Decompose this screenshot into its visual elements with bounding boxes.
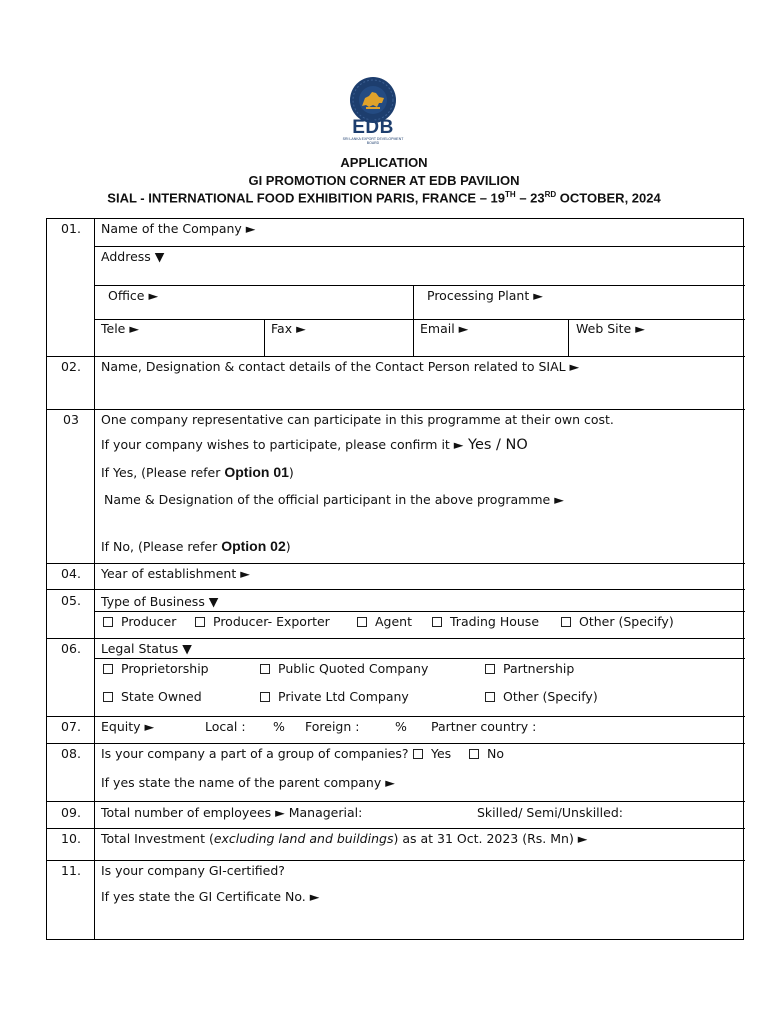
row-number: 06. xyxy=(61,641,81,656)
address-label: Address ▼ xyxy=(101,249,165,264)
employees-skilled-label: Skilled/ Semi/Unskilled: xyxy=(477,805,623,820)
logo-subtext: SRI LANKA EXPORT DEVELOPMENT BOARD xyxy=(342,137,404,145)
title-gi-promotion: GI PROMOTION CORNER AT EDB PAVILION xyxy=(248,173,520,188)
checkbox-icon[interactable] xyxy=(357,617,367,627)
checkbox-icon[interactable] xyxy=(485,664,495,674)
email-label: Email ► xyxy=(420,321,469,336)
row-number: 01. xyxy=(61,221,81,236)
row-number: 08. xyxy=(61,746,81,761)
legal-option-state-owned[interactable]: State Owned xyxy=(103,690,202,704)
equity-foreign-percent: % xyxy=(395,719,407,734)
representative-note: One company representative can participate in this programme at their own cost. xyxy=(101,412,614,427)
business-option-producer[interactable]: Producer xyxy=(103,615,176,629)
legal-option-public-quoted[interactable]: Public Quoted Company xyxy=(260,662,428,676)
year-of-establishment-label: Year of establishment ► xyxy=(101,566,250,581)
processing-plant-label: Processing Plant ► xyxy=(427,288,543,303)
equity-local-label: Local : xyxy=(205,719,246,734)
row-number: 09. xyxy=(61,805,81,820)
checkbox-icon[interactable] xyxy=(103,617,113,627)
participation-confirm-label: If your company wishes to participate, please confirm it ► Yes / NO xyxy=(101,437,528,453)
total-investment-label: Total Investment (excluding land and buildings) as at 31 Oct. 2023 (Rs. Mn) ► xyxy=(101,831,588,846)
legal-option-other[interactable]: Other (Specify) xyxy=(485,690,598,704)
row-number: 04. xyxy=(61,566,81,581)
option-02-note: If No, (Please refer Option 02) xyxy=(101,538,291,554)
row-number: 02. xyxy=(61,359,81,374)
company-name-label: Name of the Company ► xyxy=(101,221,256,236)
participant-name-label: Name & Designation of the official participant in the above programme ► xyxy=(104,492,564,507)
business-option-agent[interactable]: Agent xyxy=(357,615,412,629)
title-sial: SIAL - INTERNATIONAL FOOD EXHIBITION PARIS, FRANCE – 19TH – 23RD OCTOBER, 2024 xyxy=(107,190,661,206)
equity-local-percent: % xyxy=(273,719,285,734)
checkbox-icon[interactable] xyxy=(103,664,113,674)
legal-option-partnership[interactable]: Partnership xyxy=(485,662,574,676)
checkbox-icon[interactable] xyxy=(195,617,205,627)
gi-certified-question: Is your company GI-certified? xyxy=(101,863,285,878)
contact-person-label: Name, Designation & contact details of the Contact Person related to SIAL ► xyxy=(101,359,580,374)
type-of-business-label: Type of Business ▼ xyxy=(101,594,219,609)
checkbox-icon[interactable] xyxy=(103,692,113,702)
gi-certificate-no-label: If yes state the GI Certificate No. ► xyxy=(101,889,320,904)
group-company-question: Is your company a part of a group of companies? xyxy=(101,746,409,761)
group-yes-option[interactable]: Yes xyxy=(413,747,451,761)
title-application: APPLICATION xyxy=(340,155,428,170)
row-number: 07. xyxy=(61,719,81,734)
checkbox-icon[interactable] xyxy=(432,617,442,627)
business-option-producer-exporter[interactable]: Producer- Exporter xyxy=(195,615,330,629)
equity-label: Equity ► xyxy=(101,719,155,734)
office-label: Office ► xyxy=(108,288,159,303)
checkbox-icon[interactable] xyxy=(260,692,270,702)
logo-text: EDB xyxy=(352,117,394,138)
employees-label: Total number of employees ► Managerial: xyxy=(101,805,363,820)
checkbox-icon[interactable] xyxy=(485,692,495,702)
equity-foreign-label: Foreign : xyxy=(305,719,360,734)
row-number: 11. xyxy=(61,863,81,878)
application-form xyxy=(46,218,744,940)
business-option-other[interactable]: Other (Specify) xyxy=(561,615,674,629)
row-number: 03 xyxy=(63,412,79,427)
legal-status-label: Legal Status ▼ xyxy=(101,641,192,656)
legal-option-proprietorship[interactable]: Proprietorship xyxy=(103,662,209,676)
checkbox-icon[interactable] xyxy=(561,617,571,627)
partner-country-label: Partner country : xyxy=(431,719,537,734)
row-number: 10. xyxy=(61,831,81,846)
yes-no-choice[interactable]: Yes / NO xyxy=(463,437,528,453)
option-01-note: If Yes, (Please refer Option 01) xyxy=(101,464,294,480)
legal-option-private-ltd[interactable]: Private Ltd Company xyxy=(260,690,409,704)
group-no-option[interactable]: No xyxy=(469,747,504,761)
fax-label: Fax ► xyxy=(271,321,306,336)
website-label: Web Site ► xyxy=(576,321,645,336)
row-number: 05. xyxy=(61,593,81,608)
business-option-trading-house[interactable]: Trading House xyxy=(432,615,539,629)
checkbox-icon[interactable] xyxy=(469,749,479,759)
parent-company-label: If yes state the name of the parent company ► xyxy=(101,775,395,790)
tele-label: Tele ► xyxy=(101,321,139,336)
checkbox-icon[interactable] xyxy=(413,749,423,759)
checkbox-icon[interactable] xyxy=(260,664,270,674)
